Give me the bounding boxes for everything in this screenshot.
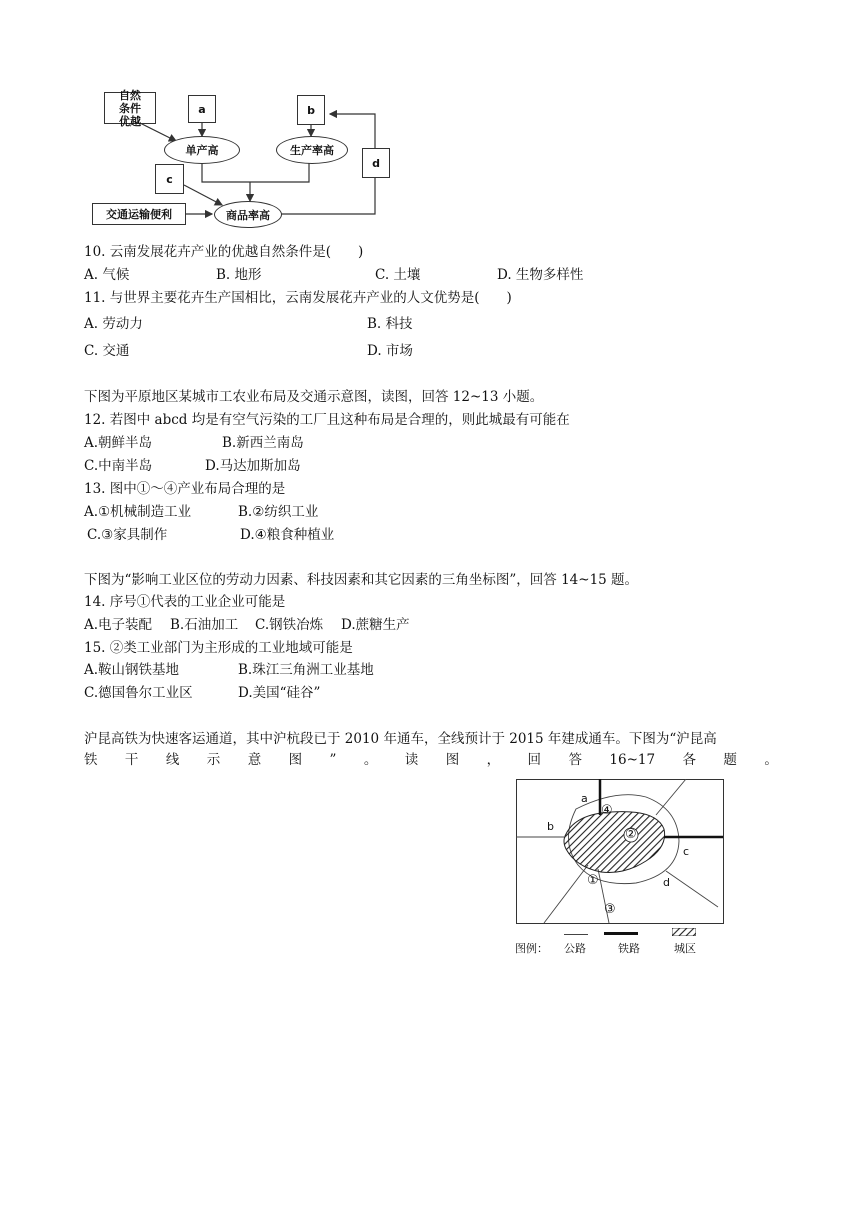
map-label-c: c — [683, 845, 690, 858]
q12-option-a: A.朝鲜半岛 — [84, 435, 153, 451]
legend-rail-symbol — [604, 932, 638, 935]
high-yield-ellipse: 单产高 — [164, 136, 240, 164]
q11-option-b: B. 科技 — [367, 316, 413, 332]
q10-option-d: D. 生物多样性 — [497, 267, 584, 283]
map-num-4: ④ — [601, 803, 613, 818]
city-map-graphic — [516, 779, 724, 925]
intro-word: 题 — [723, 752, 737, 768]
box-b: b — [297, 95, 325, 125]
legend-road-label: 公路 — [564, 942, 586, 955]
intro-word: 图 — [288, 752, 303, 768]
q14-option-a: A.电子装配 — [84, 617, 153, 633]
q14-option-b: B.石油加工 — [170, 617, 239, 633]
legend-title: 图例： — [515, 942, 548, 955]
q14-option-c: C.钢铁冶炼 — [255, 617, 324, 633]
legend-city-symbol — [672, 928, 696, 936]
intro-word: 答 — [568, 752, 582, 768]
legend-rail-label: 铁路 — [618, 942, 640, 955]
q11-option-c: C. 交通 — [84, 343, 130, 359]
q15-option-c: C.德国鲁尔工业区 — [84, 685, 193, 701]
intro-14-15: 下图为“影响工业区位的劳动力因素、科技因素和其它因素的三角坐标图”，回答 14~15 题。 — [84, 572, 639, 588]
natural-conditions-box: 自然条件优越 — [104, 92, 156, 124]
box-d: d — [362, 148, 390, 178]
transport-box: 交通运输便利 — [92, 203, 186, 225]
intro-word: 示 — [206, 752, 221, 768]
intro-word: 各 — [682, 752, 696, 768]
intro-16-17-line1: 沪昆高铁为快速客运通道，其中沪杭段已于 2010 年通车，全线预计于 2015 年建成通车。下图为“沪昆高 — [84, 731, 717, 747]
intro-word: 。 — [764, 752, 778, 768]
intro-word: 读 — [404, 752, 419, 768]
question-13: 13. 图中①～④产业布局合理的是 — [84, 481, 286, 497]
intro-word: 线 — [165, 752, 180, 768]
intro-word: 干 — [124, 752, 139, 768]
q15-option-b: B.珠江三角洲工业基地 — [238, 662, 374, 678]
intro-word: 16~17 — [609, 752, 656, 768]
question-15: 15. ②类工业部门为主形成的工业地域可能是 — [84, 640, 353, 656]
q14-option-d: D.蔗糖生产 — [341, 617, 410, 633]
q13-option-b: B.②纺织工业 — [238, 504, 319, 520]
map-num-2: ② — [625, 827, 637, 842]
map-num-3: ③ — [604, 902, 616, 917]
intro-word: ” — [329, 752, 337, 768]
q10-option-b: B. 地形 — [216, 267, 262, 283]
legend-city-label: 城区 — [674, 942, 696, 955]
intro-word: 意 — [247, 752, 262, 768]
map-label-a: a — [581, 792, 588, 805]
high-productivity-ellipse: 生产率高 — [276, 136, 348, 164]
q10-option-c: C. 土壤 — [375, 267, 421, 283]
map-label-b: b — [547, 820, 554, 833]
q12-option-b: B.新西兰南岛 — [222, 435, 304, 451]
q13-option-d: D.④粮食种植业 — [240, 527, 335, 543]
intro-word: 。 — [363, 752, 378, 768]
intro-word: 图 — [445, 752, 460, 768]
q13-option-a: A.①机械制造工业 — [84, 504, 192, 520]
q15-option-a: A.鞍山钢铁基地 — [84, 662, 180, 678]
intro-16-17-line2 — [84, 751, 778, 769]
q13-option-c: C.③家具制作 — [87, 527, 168, 543]
q11-option-d: D. 市场 — [367, 343, 413, 359]
q10-option-a: A. 气候 — [84, 267, 130, 283]
high-commodity-ellipse: 商品率高 — [214, 201, 282, 228]
question-11: 11. 与世界主要花卉生产国相比，云南发展花卉产业的人文优势是( ) — [84, 290, 512, 306]
map-num-1: ① — [587, 873, 599, 888]
legend-road-symbol — [564, 934, 588, 935]
question-12: 12. 若图中 abcd 均是有空气污染的工厂且这种布局是合理的，则此城最有可能在 — [84, 412, 570, 428]
q15-option-d: D.美国“硅谷” — [238, 685, 321, 701]
q11-option-a: A. 劳动力 — [84, 316, 143, 332]
intro-12-13: 下图为平原地区某城市工农业布局及交通示意图，读图，回答 12~13 小题。 — [84, 389, 544, 405]
question-10: 10. 云南发展花卉产业的优越自然条件是( ) — [84, 244, 364, 260]
intro-word: 回 — [527, 752, 542, 768]
question-14: 14. 序号①代表的工业企业可能是 — [84, 594, 286, 610]
q12-option-c: C.中南半岛 — [84, 458, 153, 474]
box-a: a — [188, 95, 216, 123]
q12-option-d: D.马达加斯加岛 — [205, 458, 301, 474]
map-label-d: d — [663, 876, 670, 889]
box-c: c — [155, 164, 184, 194]
intro-word: 铁 — [84, 752, 98, 768]
intro-word: ， — [486, 752, 501, 768]
